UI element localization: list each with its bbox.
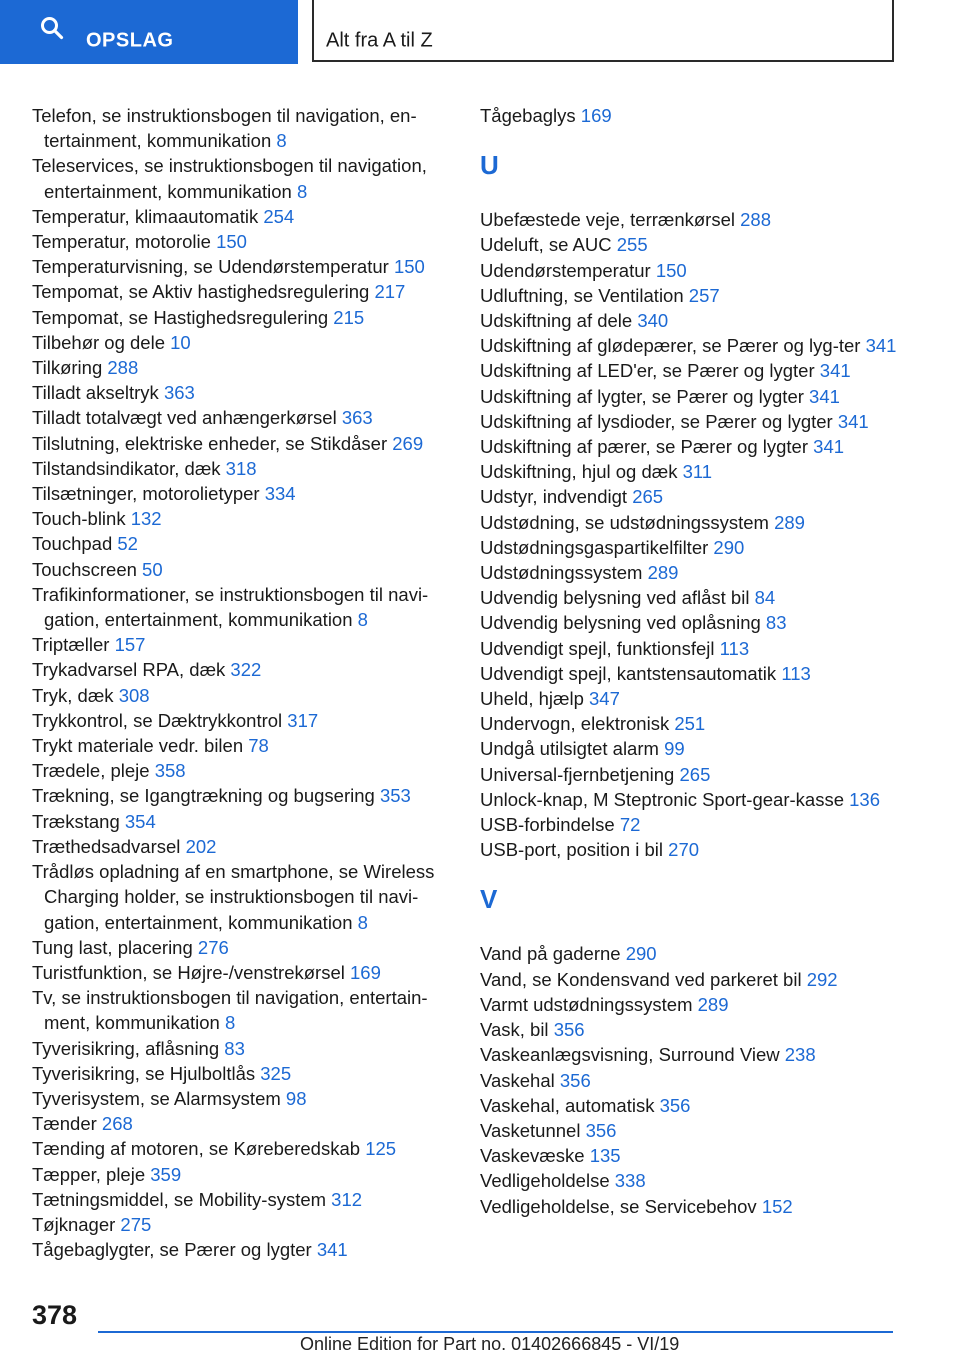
page-reference-link[interactable]: 52 bbox=[117, 533, 138, 555]
index-entry-text: Temperatur, klimaautomatik bbox=[32, 205, 259, 227]
page-reference-link[interactable]: 150 bbox=[393, 256, 425, 278]
index-entry bbox=[32, 1111, 452, 1136]
page-reference-link[interactable]: 341 bbox=[837, 410, 869, 432]
index-entry bbox=[32, 405, 452, 430]
index-entry bbox=[32, 1187, 452, 1212]
page-reference-link[interactable]: 356 bbox=[559, 1069, 591, 1091]
index-entry-text: USB-forbindelse bbox=[480, 814, 615, 836]
index-entry-text: Tilkøring bbox=[32, 357, 103, 379]
index-entry bbox=[480, 992, 900, 1017]
page-reference-link[interactable]: 157 bbox=[114, 634, 146, 656]
index-entry bbox=[32, 683, 452, 708]
index-entry-text: Vand på gaderne bbox=[480, 943, 621, 965]
index-entry-text: Udvendig belysning ved aflåst bil bbox=[480, 587, 750, 609]
index-entry-text: Tyverisikring, aflåsning bbox=[32, 1037, 220, 1059]
index-entry bbox=[32, 708, 452, 733]
index-entry bbox=[32, 531, 452, 556]
page-reference-link[interactable]: 83 bbox=[765, 612, 787, 634]
index-entry-text: Vaskeanlægsvisning, Surround View bbox=[480, 1044, 780, 1066]
index-entry-text: Vask, bil bbox=[480, 1019, 549, 1041]
index-entry-text: Ubefæstede veje, terrænkørsel bbox=[480, 209, 735, 231]
index-entry bbox=[32, 582, 452, 632]
index-entry bbox=[32, 506, 452, 531]
index-entry bbox=[480, 1168, 900, 1193]
section-title: Alt fra A til Z bbox=[326, 29, 433, 52]
page-reference-link[interactable]: 312 bbox=[331, 1188, 363, 1210]
page-reference-link[interactable]: 275 bbox=[120, 1213, 152, 1235]
index-entry-text: Tilladt totalvægt ved anhængerkørsel bbox=[32, 407, 337, 429]
index-entry-text: Touch-blink bbox=[32, 508, 126, 530]
page-reference-link[interactable]: 325 bbox=[260, 1062, 292, 1084]
page-reference-link[interactable]: 255 bbox=[616, 234, 648, 256]
index-entry-text: Tilladt akseltryk bbox=[32, 382, 159, 404]
index-entry-text: Universal-fjernbetjening bbox=[480, 763, 675, 785]
index-entry-text: Vedligeholdelse bbox=[480, 1170, 610, 1192]
index-entry bbox=[480, 1017, 900, 1042]
page-reference-link[interactable]: 84 bbox=[754, 587, 776, 609]
index-entry bbox=[480, 207, 900, 232]
index-entry bbox=[480, 358, 900, 383]
index-entry bbox=[32, 783, 452, 808]
index-entry bbox=[480, 812, 900, 837]
page-reference-link[interactable]: 270 bbox=[668, 839, 700, 861]
index-entry bbox=[480, 686, 900, 711]
index-entry-text: Tyverisystem, se Alarmsystem bbox=[32, 1087, 281, 1109]
index-entry bbox=[480, 762, 900, 787]
page-reference-link[interactable]: 8 bbox=[296, 180, 308, 202]
index-entry-text: Tilsætninger, motorolietyper bbox=[32, 483, 260, 505]
index-entry-text: Touchpad bbox=[32, 533, 113, 555]
index-entry-text: Vasketunnel bbox=[480, 1119, 581, 1141]
index-entry-text: Vaskehal bbox=[480, 1069, 555, 1091]
index-entry bbox=[480, 967, 900, 992]
page-reference-link[interactable]: 169 bbox=[580, 105, 612, 126]
index-entry bbox=[32, 1162, 452, 1187]
page-reference-link[interactable]: 354 bbox=[124, 810, 156, 832]
page-reference-link[interactable]: 363 bbox=[163, 382, 195, 404]
page-reference-link[interactable]: 353 bbox=[379, 785, 411, 807]
index-entry-text: Undgå utilsigtet alarm bbox=[480, 738, 659, 760]
page-reference-link[interactable]: 113 bbox=[781, 662, 811, 684]
index-entry-text: Trykt materiale vedr. bilen bbox=[32, 735, 244, 757]
index-entry-text: Temperaturvisning, se Udendørstemperatur bbox=[32, 256, 389, 278]
page-reference-link[interactable]: 265 bbox=[632, 486, 664, 508]
index-entry bbox=[32, 758, 452, 783]
page-reference-link[interactable]: 113 bbox=[719, 637, 750, 659]
index-entry-text: Uheld, hjælp bbox=[480, 688, 584, 710]
index-entry bbox=[480, 459, 900, 484]
page-reference-link[interactable]: 83 bbox=[224, 1037, 245, 1059]
index-entry-text: Tågebaglys bbox=[480, 105, 576, 126]
index-entry-text: Udstødningssystem bbox=[480, 562, 643, 584]
index-entry bbox=[32, 1212, 452, 1237]
page-reference-link[interactable]: 269 bbox=[392, 432, 424, 454]
index-entry bbox=[480, 384, 900, 409]
page-reference-link[interactable]: 8 bbox=[357, 911, 368, 933]
index-entry-text: Udendørstemperatur bbox=[480, 259, 651, 281]
index-entry bbox=[480, 585, 900, 610]
index-entry bbox=[480, 1118, 900, 1143]
index-entry bbox=[32, 960, 452, 985]
index-entry-text: Unlock-knap, M Steptronic Sport-gear-kasse bbox=[480, 788, 844, 810]
index-entry bbox=[32, 229, 452, 254]
page-reference-link[interactable]: 317 bbox=[287, 709, 319, 731]
page-reference-link[interactable]: 136 bbox=[849, 788, 880, 810]
page-reference-link[interactable]: 290 bbox=[713, 536, 745, 558]
page-reference-link[interactable]: 356 bbox=[585, 1119, 617, 1141]
index-entry bbox=[480, 1068, 900, 1093]
index-letter-heading: U bbox=[480, 150, 499, 181]
page-number: 378 bbox=[32, 1300, 78, 1330]
page-reference-link[interactable]: 99 bbox=[664, 738, 685, 760]
page-reference-link[interactable]: 347 bbox=[589, 688, 620, 710]
index-entry-text: Udvendigt spejl, kantstensautomatik bbox=[480, 662, 777, 684]
index-entry-text: Tempomat, se Hastighedsregulering bbox=[32, 306, 329, 328]
index-entry-text: Vaskevæske bbox=[480, 1145, 585, 1167]
index-entry bbox=[480, 510, 900, 535]
index-entry bbox=[32, 481, 452, 506]
page-reference-link[interactable]: 341 bbox=[316, 1239, 348, 1261]
index-entry bbox=[32, 859, 452, 935]
page-reference-link[interactable]: 78 bbox=[248, 735, 269, 757]
index-entry-text: Udstødningsgaspartikelfilter bbox=[480, 536, 709, 558]
page-reference-link[interactable]: 359 bbox=[150, 1163, 182, 1185]
index-entry-text: Undervogn, elektronisk bbox=[480, 713, 670, 735]
index-column-left bbox=[32, 103, 452, 1262]
index-entry bbox=[480, 941, 900, 966]
page-reference-link[interactable]: 356 bbox=[553, 1019, 585, 1041]
page-reference-link[interactable]: 8 bbox=[276, 130, 287, 152]
page-reference-link[interactable]: 135 bbox=[589, 1145, 621, 1167]
page-reference-link[interactable]: 125 bbox=[365, 1138, 397, 1160]
index-entry bbox=[32, 1237, 452, 1262]
index-entry-text: Tætningsmiddel, se Mobility-system bbox=[32, 1188, 327, 1210]
index-entry bbox=[480, 258, 900, 283]
index-entry bbox=[480, 1042, 900, 1067]
index-entry bbox=[32, 380, 452, 405]
index-entry bbox=[32, 733, 452, 758]
index-entry-text: Udluftning, se Ventilation bbox=[480, 284, 684, 306]
index-entry-text: Vaskehal, automatisk bbox=[480, 1094, 655, 1116]
index-entry bbox=[32, 456, 452, 481]
page-reference-link[interactable]: 215 bbox=[333, 306, 365, 328]
index-entry bbox=[32, 809, 452, 834]
index-entry-text: Udskiftning af glødepærer, se Pærer og lyg-ter bbox=[480, 335, 861, 357]
page-reference-link[interactable]: 358 bbox=[154, 760, 186, 782]
index-entry bbox=[480, 661, 900, 686]
page-reference-link[interactable]: 289 bbox=[647, 562, 679, 584]
index-entry bbox=[480, 484, 900, 509]
page-reference-link[interactable]: 308 bbox=[118, 684, 150, 706]
index-entry-text: Tænding af motoren, se Køreberedskab bbox=[32, 1138, 361, 1160]
page-reference-link[interactable]: 341 bbox=[865, 335, 897, 357]
page-reference-link[interactable]: 98 bbox=[285, 1087, 307, 1109]
page-reference-link[interactable]: 268 bbox=[101, 1113, 133, 1135]
search-tab-label: OPSLAG bbox=[86, 29, 174, 52]
page-reference-link[interactable]: 341 bbox=[809, 385, 840, 407]
section-title-tab bbox=[312, 0, 894, 62]
index-entry-text: Trykadvarsel RPA, dæk bbox=[32, 659, 226, 681]
index-entry bbox=[32, 1136, 452, 1161]
index-entry-text: Teleservices, se instruktionsbogen til navigation, entertainment, kommunikation bbox=[32, 155, 427, 202]
index-entry-text: Udstødning, se udstødningssystem bbox=[480, 511, 769, 533]
index-column-right bbox=[480, 103, 900, 1219]
index-entry bbox=[32, 935, 452, 960]
index-entry-text: Udskiftning af lygter, se Pærer og lygter bbox=[480, 385, 804, 407]
page-reference-link[interactable]: 341 bbox=[813, 436, 845, 458]
index-entry bbox=[480, 787, 900, 812]
index-entry bbox=[32, 557, 452, 582]
index-entry-text: Temperatur, motorolie bbox=[32, 231, 211, 253]
page-reference-link[interactable]: 8 bbox=[357, 609, 368, 631]
index-entry bbox=[32, 1061, 452, 1086]
edition-text: Online Edition for Part no. 01402666845 - VI/19 bbox=[300, 1334, 680, 1354]
page-reference-link[interactable]: 311 bbox=[682, 461, 713, 483]
page-reference-link[interactable]: 169 bbox=[350, 961, 381, 983]
index-entry-text: Vedligeholdelse, se Servicebehov bbox=[480, 1195, 757, 1217]
index-entry bbox=[480, 636, 900, 661]
page-reference-link[interactable]: 288 bbox=[107, 357, 139, 379]
index-entry bbox=[480, 434, 900, 459]
index-entry-text: Udskiftning af dele bbox=[480, 310, 633, 332]
footer-divider bbox=[98, 1331, 893, 1333]
index-entry-text: Trædele, pleje bbox=[32, 760, 150, 782]
index-entry-text: Tænder bbox=[32, 1113, 97, 1135]
page-reference-link[interactable]: 322 bbox=[230, 659, 262, 681]
index-entry-text: Varmt udstødningssystem bbox=[480, 993, 693, 1015]
index-entry bbox=[480, 103, 900, 128]
page-reference-link[interactable]: 10 bbox=[170, 331, 191, 353]
index-entry-text: Udskiftning af LED'er, se Pærer og lygter bbox=[480, 360, 815, 382]
page-reference-link[interactable]: 150 bbox=[216, 231, 247, 253]
index-entry bbox=[480, 837, 900, 862]
index-entry bbox=[32, 153, 452, 203]
index-entry bbox=[480, 308, 900, 333]
index-entry-text: Triptæller bbox=[32, 634, 110, 656]
index-entry bbox=[32, 305, 452, 330]
page-reference-link[interactable]: 363 bbox=[341, 407, 373, 429]
index-entry-text: Udvendigt spejl, funktionsfejl bbox=[480, 637, 715, 659]
search-tab[interactable] bbox=[0, 0, 298, 64]
page-reference-link[interactable]: 289 bbox=[774, 511, 805, 533]
index-entry-text: Tyverisikring, se Hjulboltlås bbox=[32, 1062, 256, 1084]
page-reference-link[interactable]: 238 bbox=[784, 1044, 816, 1066]
index-entry bbox=[32, 330, 452, 355]
page-reference-link[interactable]: 338 bbox=[614, 1170, 646, 1192]
index-entry bbox=[32, 657, 452, 682]
index-entry bbox=[32, 632, 452, 657]
index-entry-text: Tempomat, se Aktiv hastighedsregulering bbox=[32, 281, 370, 303]
index-entry-text: Tryk, dæk bbox=[32, 684, 114, 706]
index-entry-text: Træthedsadvarsel bbox=[32, 835, 181, 857]
page-reference-link[interactable]: 72 bbox=[619, 814, 641, 836]
index-entry-text: Tågebaglygter, se Pærer og lygter bbox=[32, 1239, 312, 1261]
index-entry-text: Trådløs opladning af en smartphone, se Wireless Charging holder, se instruktionsbogen til navi-gation, entertainment, kommunikation bbox=[32, 861, 435, 933]
index-entry bbox=[480, 560, 900, 585]
page-reference-link[interactable]: 276 bbox=[197, 936, 229, 958]
index-entry bbox=[480, 711, 900, 736]
index-entry bbox=[480, 409, 900, 434]
page-reference-link[interactable]: 254 bbox=[263, 205, 295, 227]
index-entry-text: Tilstandsindikator, dæk bbox=[32, 457, 221, 479]
index-entry-text: Udskiftning af pærer, se Pærer og lygter bbox=[480, 436, 809, 458]
header-bar bbox=[0, 0, 960, 66]
page-reference-link[interactable]: 50 bbox=[142, 558, 163, 580]
page-reference-link[interactable]: 257 bbox=[688, 284, 720, 306]
index-entry bbox=[480, 736, 900, 761]
index-entry bbox=[480, 333, 900, 358]
index-entry-text: Udvendig belysning ved oplåsning bbox=[480, 612, 761, 634]
index-entry-text: Trykkontrol, se Dæktrykkontrol bbox=[32, 709, 283, 731]
index-entry bbox=[32, 1036, 452, 1061]
page-reference-link[interactable]: 288 bbox=[740, 209, 772, 231]
index-entry bbox=[480, 1143, 900, 1168]
index-entry bbox=[32, 254, 452, 279]
page-reference-link[interactable]: 217 bbox=[374, 281, 406, 303]
page-reference-link[interactable]: 251 bbox=[674, 713, 706, 735]
index-entry bbox=[480, 1093, 900, 1118]
index-entry-text: Trækstang bbox=[32, 810, 120, 832]
index-entry bbox=[32, 279, 452, 304]
index-entry bbox=[32, 431, 452, 456]
page-reference-link[interactable]: 289 bbox=[697, 993, 729, 1015]
index-entry bbox=[32, 1086, 452, 1111]
page-reference-link[interactable]: 341 bbox=[819, 360, 851, 382]
index-entry-text: Tv, se instruktionsbogen til navigation, entertain-ment, kommunikation bbox=[32, 987, 428, 1034]
index-entry-text: Tæpper, pleje bbox=[32, 1163, 146, 1185]
page-reference-link[interactable]: 265 bbox=[679, 763, 711, 785]
index-entry-text: Udskiftning, hjul og dæk bbox=[480, 461, 678, 483]
index-entry bbox=[32, 204, 452, 229]
index-entry-text: Trækning, se Igangtrækning og bugsering bbox=[32, 785, 375, 807]
index-entry bbox=[480, 1194, 900, 1219]
page-reference-link[interactable]: 334 bbox=[264, 483, 296, 505]
page-reference-link[interactable]: 290 bbox=[625, 943, 657, 965]
index-entry bbox=[32, 985, 452, 1035]
index-entry bbox=[480, 610, 900, 635]
page-reference-link[interactable]: 8 bbox=[224, 1012, 236, 1034]
index-entry-text: USB-port, position i bil bbox=[480, 839, 664, 861]
index-letter-heading: V bbox=[480, 884, 498, 915]
index-entry bbox=[32, 355, 452, 380]
index-entry-text: Udeluft, se AUC bbox=[480, 234, 612, 256]
page-reference-link[interactable]: 356 bbox=[659, 1094, 691, 1116]
page-reference-link[interactable]: 318 bbox=[225, 457, 257, 479]
index-entry-text: Touchscreen bbox=[32, 558, 137, 580]
page-reference-link[interactable]: 292 bbox=[806, 968, 838, 990]
page-reference-link[interactable]: 202 bbox=[185, 835, 217, 857]
index-entry bbox=[32, 103, 452, 153]
index-entry-text: Tilslutning, elektriske enheder, se Stikdåser bbox=[32, 432, 388, 454]
index-entry bbox=[480, 232, 900, 257]
search-icon bbox=[40, 16, 64, 40]
index-entry-text: Udskiftning af lysdioder, se Pærer og lygter bbox=[480, 410, 833, 432]
index-entry-text: Telefon, se instruktionsbogen til navigation, en-tertainment, kommunikation bbox=[32, 105, 417, 152]
page-reference-link[interactable]: 150 bbox=[655, 259, 687, 281]
index-entry-text: Tøjknager bbox=[32, 1213, 116, 1235]
page-reference-link[interactable]: 132 bbox=[130, 508, 162, 530]
index-entry-text: Tung last, placering bbox=[32, 936, 193, 958]
index-entry bbox=[32, 834, 452, 859]
index-entry-text: Udstyr, indvendigt bbox=[480, 486, 628, 508]
page-reference-link[interactable]: 152 bbox=[761, 1195, 793, 1217]
index-entry bbox=[480, 283, 900, 308]
index-entry-text: Tilbehør og dele bbox=[32, 331, 165, 353]
index-entry-text: Turistfunktion, se Højre-/venstrekørsel bbox=[32, 961, 345, 983]
index-entry-text: Vand, se Kondensvand ved parkeret bil bbox=[480, 968, 802, 990]
index-entry bbox=[480, 535, 900, 560]
index-entry-text: Trafikinformationer, se instruktionsbogen til navi-gation, entertainment, kommunikation bbox=[32, 583, 429, 631]
page-reference-link[interactable]: 340 bbox=[637, 310, 669, 332]
